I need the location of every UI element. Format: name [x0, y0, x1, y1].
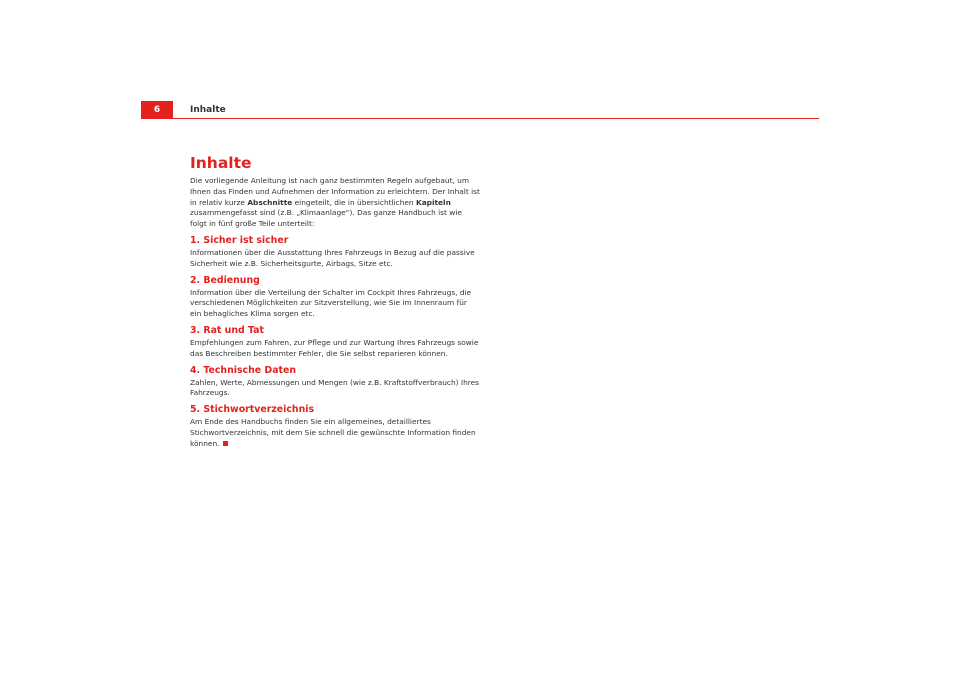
page-number: 6 — [141, 101, 173, 119]
section-heading-technische-daten: 4. Technische Daten — [190, 364, 297, 376]
section-heading-bedienung: 2. Bedienung — [190, 274, 260, 286]
end-of-section-marker-icon — [223, 441, 228, 446]
intro-text-2: eingeteilt, die in übersichtlichen — [292, 197, 416, 207]
section-text-stichwortverzeichnis: Am Ende des Handbuchs finden Sie ein allgemeines, detailliertes Stichwortverzeichnis, mit dem Sie schnell die gewünschte Information finden können. — [190, 417, 476, 448]
intro-paragraph — [190, 176, 480, 230]
section-text-rat-und-tat: Empfehlungen zum Fahren, zur Pflege und zur Wartung Ihres Fahrzeugs sowie das Beschreiben bestimmter Fehler, die Sie selbst reparieren können. — [190, 337, 479, 358]
section-text-bedienung: Information über die Verteilung der Schalter im Cockpit Ihres Fahrzeugs, die verschiedenen Möglichkeiten zur Sitzverstellung, wie Sie im Innenraum für ein behagliches Klima sorgen etc. — [190, 287, 472, 319]
main-content — [190, 153, 480, 450]
header-divider — [141, 118, 819, 119]
section-text-sicher: Informationen über die Ausstattung Ihres Fahrzeugs in Bezug auf die passive Sicherheit wie z.B. Sicherheitsgurte, Airbags, Sitze etc. — [190, 247, 475, 268]
section-heading-rat-und-tat: 3. Rat und Tat — [190, 324, 264, 336]
intro-text-3: zusammengefasst sind (z.B. „Klimaanlage“). Das ganze Handbuch ist wie folgt in fünf große Teile unterteilt: — [190, 208, 462, 229]
intro-bold-abschnitte: Abschnitte — [247, 197, 293, 207]
section-heading-stichwortverzeichnis: 5. Stichwortverzeichnis — [190, 404, 315, 416]
page-title: Inhalte — [190, 154, 252, 172]
running-header-title: Inhalte — [190, 105, 226, 115]
intro-text-1: Die vorliegende Anleitung ist nach ganz bestimmten Regeln aufgebaut, um Ihnen das Finden und Aufnehmen der Information zu erleichtern. Der Inhalt ist in relativ kurze — [190, 176, 480, 207]
intro-bold-kapiteln: Kapiteln — [415, 197, 451, 207]
section-paragraph-stichwortverzeichnis — [190, 417, 480, 449]
section-text-technische-daten: Zahlen, Werte, Abmessungen und Mengen (wie z.B. Kraftstoffverbrauch) Ihres Fahrzeugs. — [190, 377, 480, 398]
section-heading-sicher: 1. Sicher ist sicher — [190, 234, 289, 246]
